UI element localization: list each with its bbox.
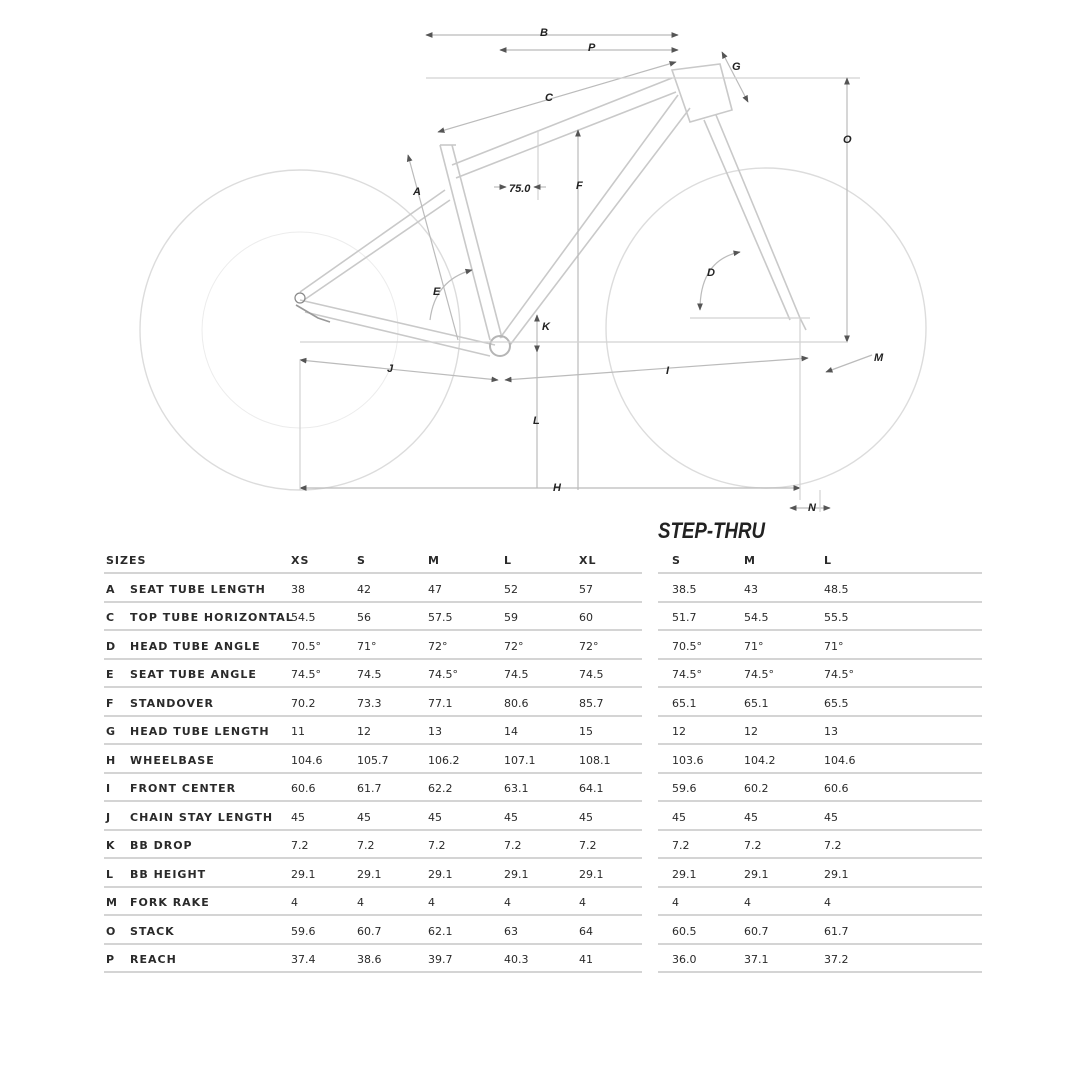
cell-value: 7.2 (672, 839, 690, 852)
row-name: STANDOVER (130, 696, 214, 710)
cell-value: 38 (291, 582, 305, 596)
table-row (658, 746, 982, 774)
table-row (658, 603, 982, 631)
cell-value: 74.5° (428, 668, 458, 681)
table-row (104, 888, 642, 916)
cell-value: 72° (504, 639, 524, 653)
table-row (658, 774, 982, 802)
row-name: SEAT TUBE LENGTH (130, 582, 266, 596)
cell-value: 56 (357, 611, 371, 624)
size-header-l: L (504, 554, 513, 567)
cell-value: 13 (824, 725, 838, 738)
row-letter: K (106, 839, 116, 852)
cell-value: 12 (744, 725, 758, 738)
size-header-xl: XL (579, 554, 597, 567)
row-name: BB DROP (130, 839, 193, 852)
geometry-table-step-thru (658, 546, 982, 974)
row-name: WHEELBASE (130, 753, 215, 767)
cell-value: 74.5° (824, 668, 854, 681)
cell-value: 107.1 (504, 753, 536, 767)
cell-value: 38.6 (357, 953, 382, 966)
cell-value: 71° (744, 639, 764, 653)
table-row (658, 717, 982, 745)
cell-value: 60.6 (824, 782, 849, 795)
cell-value: 7.2 (291, 839, 309, 852)
dim-label-c: C (545, 92, 553, 104)
cell-value: 12 (672, 725, 686, 738)
cell-value: 42 (357, 582, 371, 596)
cell-value: 54.5 (744, 611, 769, 624)
cell-value: 71° (357, 639, 377, 653)
cell-value: 70.2 (291, 696, 316, 710)
row-name: SEAT TUBE ANGLE (130, 668, 257, 681)
cell-value: 7.2 (504, 839, 522, 852)
table-row (658, 660, 982, 688)
step-size-header-s: S (672, 554, 681, 567)
cell-value: 4 (504, 896, 511, 909)
row-name: HEAD TUBE LENGTH (130, 725, 270, 738)
cell-value: 54.5 (291, 611, 316, 624)
row-letter: G (106, 725, 117, 738)
dim-label-h: H (553, 482, 561, 494)
cell-value: 29.1 (672, 867, 697, 881)
row-name: TOP TUBE HORIZONTAL (130, 611, 294, 624)
cell-value: 14 (504, 725, 518, 738)
cell-value: 104.6 (824, 753, 856, 767)
cell-value: 104.2 (744, 753, 776, 767)
cell-value: 72° (579, 639, 599, 653)
table-row (104, 860, 642, 888)
cell-value: 74.5 (504, 668, 529, 681)
cell-value: 29.1 (744, 867, 769, 881)
row-letter: C (106, 611, 116, 624)
dim-label-l: L (533, 415, 540, 427)
row-name: CHAIN STAY LENGTH (130, 810, 274, 824)
cell-value: 105.7 (357, 753, 389, 767)
cell-value: 63.1 (504, 782, 529, 795)
dim-label-d: D (707, 267, 715, 279)
seat-angle-value: 75.0 (509, 183, 531, 195)
cell-value: 7.2 (744, 839, 762, 852)
cell-value: 74.5 (357, 668, 382, 681)
cell-value: 37.2 (824, 953, 849, 966)
cell-value: 65.1 (744, 696, 769, 710)
dim-label-f: F (576, 180, 583, 192)
cell-value: 48.5 (824, 582, 849, 596)
row-letter: O (106, 924, 117, 938)
sizes-header: SIZES (106, 554, 147, 567)
cell-value: 64.1 (579, 782, 604, 795)
cell-value: 60 (579, 611, 593, 624)
geometry-table-main (104, 546, 642, 974)
cell-value: 4 (579, 896, 586, 909)
cell-value: 36.0 (672, 953, 697, 966)
table-row (658, 831, 982, 859)
cell-value: 74.5° (744, 668, 774, 681)
table-row (658, 945, 982, 973)
cell-value: 4 (672, 896, 679, 909)
cell-value: 39.7 (428, 953, 453, 966)
cell-value: 7.2 (428, 839, 446, 852)
row-name: FRONT CENTER (130, 782, 237, 795)
dim-label-j: J (387, 363, 394, 375)
table-row (658, 917, 982, 945)
row-letter: P (106, 953, 116, 966)
bike-geometry-diagram (0, 0, 1085, 520)
cell-value: 29.1 (579, 867, 604, 881)
table-row (104, 774, 642, 802)
cell-value: 60.7 (357, 924, 382, 938)
row-letter: E (106, 668, 115, 681)
cell-value: 45 (291, 810, 305, 824)
row-name: HEAD TUBE ANGLE (130, 639, 261, 653)
dim-label-o: O (843, 134, 852, 146)
cell-value: 70.5° (672, 639, 702, 653)
step-size-header-m: M (744, 554, 756, 567)
cell-value: 60.2 (744, 782, 769, 795)
cell-value: 70.5° (291, 639, 321, 653)
row-letter: M (106, 896, 118, 909)
cell-value: 72° (428, 639, 448, 653)
cell-value: 4 (357, 896, 364, 909)
cell-value: 29.1 (357, 867, 382, 881)
cell-value: 7.2 (824, 839, 842, 852)
cell-value: 37.1 (744, 953, 769, 966)
table-row (658, 860, 982, 888)
table-row (104, 803, 642, 831)
cell-value: 40.3 (504, 953, 529, 966)
step-thru-title: STEP-THRU (658, 518, 766, 543)
cell-value: 29.1 (824, 867, 849, 881)
cell-value: 74.5 (579, 668, 604, 681)
front-wheel (606, 168, 926, 488)
row-name: STACK (130, 924, 175, 938)
cell-value: 45 (504, 810, 518, 824)
cell-value: 85.7 (579, 696, 604, 710)
cell-value: 45 (744, 810, 758, 824)
dim-label-k: K (542, 321, 550, 333)
dim-label-i: I (666, 365, 670, 377)
cell-value: 51.7 (672, 611, 697, 624)
row-letter: A (106, 582, 116, 596)
table-row (658, 575, 982, 603)
row-letter: F (106, 696, 115, 710)
table-row (658, 632, 982, 660)
dimension-lines (300, 35, 872, 512)
cell-value: 63 (504, 924, 518, 938)
table-header-row (104, 546, 642, 574)
cell-value: 15 (579, 725, 593, 738)
cell-value: 52 (504, 582, 518, 596)
cell-value: 55.5 (824, 611, 849, 624)
cell-value: 13 (428, 725, 442, 738)
cell-value: 47 (428, 582, 442, 596)
row-letter: J (106, 810, 112, 824)
cell-value: 59.6 (291, 924, 316, 938)
row-name: BB HEIGHT (130, 867, 207, 881)
dim-label-m: M (874, 352, 884, 364)
cell-value: 59 (504, 611, 518, 624)
table-row (104, 945, 642, 973)
dim-label-a: A (413, 186, 421, 198)
cell-value: 80.6 (504, 696, 529, 710)
row-letter: L (106, 867, 115, 881)
cell-value: 4 (291, 896, 298, 909)
cell-value: 45 (428, 810, 442, 824)
row-letter: H (106, 753, 117, 767)
dimension-labels (387, 27, 884, 514)
cell-value: 60.7 (744, 924, 769, 938)
dim-label-g: G (732, 61, 741, 73)
cell-value: 38.5 (672, 582, 697, 596)
cell-value: 65.1 (672, 696, 697, 710)
dim-label-n: N (808, 502, 816, 514)
cell-value: 11 (291, 725, 305, 738)
cell-value: 108.1 (579, 753, 611, 767)
dim-label-b: B (540, 27, 548, 39)
cell-value: 29.1 (504, 867, 529, 881)
step-size-header-l: L (824, 554, 833, 567)
table-row (658, 888, 982, 916)
size-header-s: S (357, 554, 366, 567)
cell-value: 45 (824, 810, 838, 824)
cell-value: 61.7 (824, 924, 849, 938)
size-header-m: M (428, 554, 440, 567)
cell-value: 57 (579, 582, 593, 596)
cell-value: 103.6 (672, 753, 704, 767)
cell-value: 74.5° (291, 668, 321, 681)
dim-label-e: E (433, 286, 441, 298)
table-row (104, 660, 642, 688)
cell-value: 74.5° (672, 668, 702, 681)
table-row (658, 689, 982, 717)
cell-value: 77.1 (428, 696, 453, 710)
table-header-row (658, 546, 982, 574)
row-name: REACH (130, 953, 177, 966)
cell-value: 62.1 (428, 924, 453, 938)
cell-value: 65.5 (824, 696, 849, 710)
table-row (658, 803, 982, 831)
row-letter: D (106, 639, 117, 653)
table-row (104, 717, 642, 745)
row-letter: I (106, 782, 112, 795)
cell-value: 43 (744, 582, 758, 596)
cell-value: 7.2 (579, 839, 597, 852)
cell-value: 45 (579, 810, 593, 824)
cell-value: 4 (824, 896, 831, 909)
size-header-xs: XS (291, 554, 310, 567)
cell-value: 45 (672, 810, 686, 824)
cell-value: 106.2 (428, 753, 460, 767)
cell-value: 71° (824, 639, 844, 653)
cell-value: 41 (579, 953, 593, 966)
cell-value: 62.2 (428, 782, 453, 795)
cell-value: 73.3 (357, 696, 382, 710)
table-row (104, 603, 642, 631)
cell-value: 60.5 (672, 924, 697, 938)
cell-value: 29.1 (291, 867, 316, 881)
cell-value: 57.5 (428, 611, 453, 624)
cell-value: 60.6 (291, 782, 316, 795)
cell-value: 104.6 (291, 753, 323, 767)
cell-value: 4 (744, 896, 751, 909)
cell-value: 7.2 (357, 839, 375, 852)
cell-value: 29.1 (428, 867, 453, 881)
cell-value: 59.6 (672, 782, 697, 795)
cell-value: 12 (357, 725, 371, 738)
cell-value: 4 (428, 896, 435, 909)
dim-label-p: P (588, 42, 596, 54)
cell-value: 61.7 (357, 782, 382, 795)
row-name: FORK RAKE (130, 896, 210, 909)
table-row (104, 917, 642, 945)
table-row (104, 575, 642, 603)
bike-frame (295, 64, 806, 356)
cell-value: 45 (357, 810, 371, 824)
cell-value: 37.4 (291, 953, 316, 966)
table-row (104, 746, 642, 774)
table-row (104, 632, 642, 660)
table-row (104, 831, 642, 859)
table-row (104, 689, 642, 717)
cell-value: 64 (579, 924, 593, 938)
